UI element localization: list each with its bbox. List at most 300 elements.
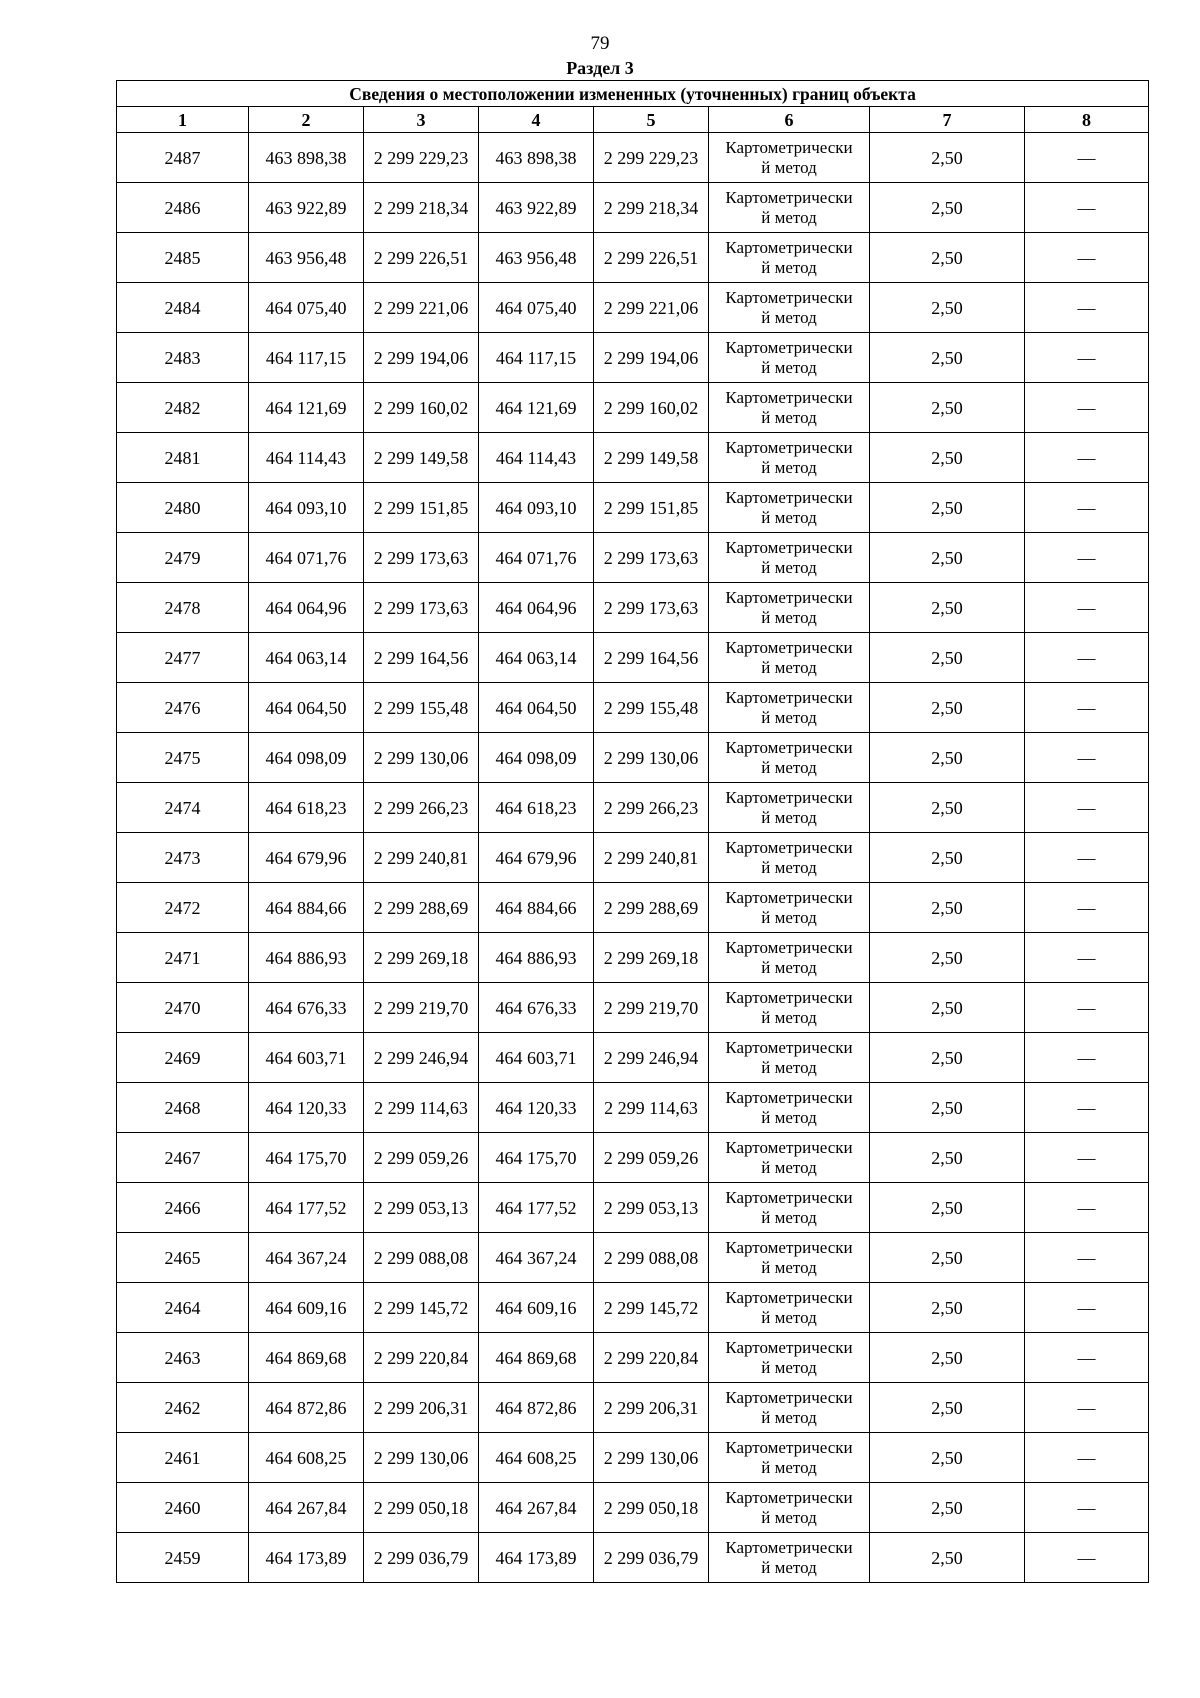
x-old-cell: 464 120,33 (249, 1083, 364, 1133)
x-old-cell: 464 063,14 (249, 633, 364, 683)
x-old-cell: 464 175,70 (249, 1133, 364, 1183)
method-text-line2: й метод (761, 457, 817, 477)
y-old-cell: 2 299 206,31 (364, 1383, 479, 1433)
method-text-line1: Картометрически (725, 1287, 853, 1307)
method-cell (709, 833, 870, 883)
method-text-line2: й метод (761, 1057, 817, 1077)
x-old-cell: 464 884,66 (249, 883, 364, 933)
accuracy-cell: 2,50 (870, 383, 1025, 433)
point-number-cell: 2481 (117, 433, 249, 483)
y-new-cell: 2 299 226,51 (594, 233, 709, 283)
point-number-cell: 2459 (117, 1533, 249, 1583)
point-number-cell: 2486 (117, 183, 249, 233)
method-text-line1: Картометрически (725, 887, 853, 907)
method-cell (709, 1383, 870, 1433)
x-old-cell: 464 608,25 (249, 1433, 364, 1483)
accuracy-cell: 2,50 (870, 1283, 1025, 1333)
page-number: 79 (590, 33, 610, 54)
y-old-cell: 2 299 149,58 (364, 433, 479, 483)
method-text-line2: й метод (761, 657, 817, 677)
method-cell (709, 1133, 870, 1183)
note-cell: — (1025, 1233, 1149, 1283)
y-new-cell: 2 299 240,81 (594, 833, 709, 883)
y-new-cell: 2 299 088,08 (594, 1233, 709, 1283)
y-old-cell: 2 299 240,81 (364, 833, 479, 883)
method-text-line2: й метод (761, 257, 817, 277)
x-old-cell: 464 267,84 (249, 1483, 364, 1533)
point-number-cell: 2471 (117, 933, 249, 983)
x-new-cell: 464 093,10 (479, 483, 594, 533)
x-new-cell: 464 869,68 (479, 1333, 594, 1383)
accuracy-cell: 2,50 (870, 683, 1025, 733)
x-old-cell: 464 064,50 (249, 683, 364, 733)
y-new-cell: 2 299 229,23 (594, 133, 709, 183)
method-text-line1: Картометрически (725, 1237, 853, 1257)
method-text-line2: й метод (761, 757, 817, 777)
x-old-cell: 464 177,52 (249, 1183, 364, 1233)
note-cell: — (1025, 833, 1149, 883)
y-old-cell: 2 299 151,85 (364, 483, 479, 533)
point-number-cell: 2484 (117, 283, 249, 333)
y-new-cell: 2 299 130,06 (594, 1433, 709, 1483)
y-new-cell: 2 299 221,06 (594, 283, 709, 333)
x-new-cell: 464 609,16 (479, 1283, 594, 1333)
method-text-line2: й метод (761, 207, 817, 227)
method-text-line2: й метод (761, 857, 817, 877)
method-text-line2: й метод (761, 607, 817, 627)
y-new-cell: 2 299 218,34 (594, 183, 709, 233)
accuracy-cell: 2,50 (870, 133, 1025, 183)
table-row (117, 583, 1149, 633)
method-text-line2: й метод (761, 1107, 817, 1127)
x-new-cell: 464 177,52 (479, 1183, 594, 1233)
x-new-cell: 464 618,23 (479, 783, 594, 833)
method-text-line1: Картометрически (725, 1537, 853, 1557)
x-new-cell: 464 075,40 (479, 283, 594, 333)
method-text-line1: Картометрически (725, 687, 853, 707)
accuracy-cell: 2,50 (870, 733, 1025, 783)
accuracy-cell: 2,50 (870, 283, 1025, 333)
y-old-cell: 2 299 173,63 (364, 583, 479, 633)
method-text-line2: й метод (761, 407, 817, 427)
method-text-line2: й метод (761, 807, 817, 827)
accuracy-cell: 2,50 (870, 1533, 1025, 1583)
x-new-cell: 463 922,89 (479, 183, 594, 233)
point-number-cell: 2460 (117, 1483, 249, 1533)
method-text-line1: Картометрически (725, 1137, 853, 1157)
table-row (117, 1033, 1149, 1083)
method-text-line1: Картометрически (725, 1187, 853, 1207)
method-text-line1: Картометрически (725, 987, 853, 1007)
method-cell (709, 733, 870, 783)
column-number-1: 1 (117, 107, 249, 133)
method-text-line1: Картометрически (725, 1437, 853, 1457)
accuracy-cell: 2,50 (870, 1183, 1025, 1233)
accuracy-cell: 2,50 (870, 583, 1025, 633)
y-new-cell: 2 299 173,63 (594, 533, 709, 583)
method-text-line2: й метод (761, 157, 817, 177)
point-number-cell: 2469 (117, 1033, 249, 1083)
x-new-cell: 464 872,86 (479, 1383, 594, 1433)
method-cell (709, 433, 870, 483)
y-old-cell: 2 299 218,34 (364, 183, 479, 233)
y-new-cell: 2 299 160,02 (594, 383, 709, 433)
table-row (117, 133, 1149, 183)
note-cell: — (1025, 133, 1149, 183)
x-new-cell: 464 676,33 (479, 983, 594, 1033)
x-old-cell: 464 872,86 (249, 1383, 364, 1433)
x-old-cell: 463 956,48 (249, 233, 364, 283)
column-number-row (117, 107, 1149, 133)
y-old-cell: 2 299 160,02 (364, 383, 479, 433)
note-cell: — (1025, 1433, 1149, 1483)
table-row (117, 233, 1149, 283)
note-cell: — (1025, 733, 1149, 783)
y-old-cell: 2 299 155,48 (364, 683, 479, 733)
accuracy-cell: 2,50 (870, 333, 1025, 383)
table-row (117, 633, 1149, 683)
y-new-cell: 2 299 269,18 (594, 933, 709, 983)
y-old-cell: 2 299 130,06 (364, 1433, 479, 1483)
x-new-cell: 464 884,66 (479, 883, 594, 933)
method-text-line1: Картометрически (725, 787, 853, 807)
y-new-cell: 2 299 059,26 (594, 1133, 709, 1183)
point-number-cell: 2477 (117, 633, 249, 683)
column-number-4: 4 (479, 107, 594, 133)
y-new-cell: 2 299 206,31 (594, 1383, 709, 1433)
column-number-2: 2 (249, 107, 364, 133)
method-text-line2: й метод (761, 907, 817, 927)
table-row (117, 1133, 1149, 1183)
y-new-cell: 2 299 149,58 (594, 433, 709, 483)
method-text-line2: й метод (761, 557, 817, 577)
point-number-cell: 2485 (117, 233, 249, 283)
method-text-line1: Картометрически (725, 487, 853, 507)
x-old-cell: 464 618,23 (249, 783, 364, 833)
column-number-8: 8 (1025, 107, 1149, 133)
y-new-cell: 2 299 164,56 (594, 633, 709, 683)
section-title: Раздел 3 (566, 58, 634, 78)
table-row (117, 1333, 1149, 1383)
note-cell: — (1025, 433, 1149, 483)
method-cell (709, 183, 870, 233)
point-number-cell: 2461 (117, 1433, 249, 1483)
x-new-cell: 464 367,24 (479, 1233, 594, 1283)
method-cell (709, 1233, 870, 1283)
accuracy-cell: 2,50 (870, 183, 1025, 233)
table-row (117, 683, 1149, 733)
x-new-cell: 463 898,38 (479, 133, 594, 183)
accuracy-cell: 2,50 (870, 533, 1025, 583)
y-old-cell: 2 299 246,94 (364, 1033, 479, 1083)
note-cell: — (1025, 183, 1149, 233)
x-new-cell: 464 071,76 (479, 533, 594, 583)
point-number-cell: 2466 (117, 1183, 249, 1233)
x-new-cell: 464 608,25 (479, 1433, 594, 1483)
x-new-cell: 464 114,43 (479, 433, 594, 483)
method-cell (709, 383, 870, 433)
accuracy-cell: 2,50 (870, 483, 1025, 533)
y-new-cell: 2 299 151,85 (594, 483, 709, 533)
note-cell: — (1025, 983, 1149, 1033)
y-old-cell: 2 299 220,84 (364, 1333, 479, 1383)
method-cell (709, 1483, 870, 1533)
column-number-3: 3 (364, 107, 479, 133)
table-row (117, 783, 1149, 833)
y-new-cell: 2 299 266,23 (594, 783, 709, 833)
note-cell: — (1025, 633, 1149, 683)
method-text-line1: Картометрически (725, 537, 853, 557)
y-old-cell: 2 299 229,23 (364, 133, 479, 183)
method-text-line1: Картометрически (725, 937, 853, 957)
table-row (117, 1433, 1149, 1483)
note-cell: — (1025, 383, 1149, 433)
accuracy-cell: 2,50 (870, 233, 1025, 283)
method-text-line1: Картометрически (725, 337, 853, 357)
y-new-cell: 2 299 219,70 (594, 983, 709, 1033)
method-text-line1: Картометрически (725, 1087, 853, 1107)
accuracy-cell: 2,50 (870, 1033, 1025, 1083)
point-number-cell: 2472 (117, 883, 249, 933)
x-old-cell: 464 071,76 (249, 533, 364, 583)
accuracy-cell: 2,50 (870, 1383, 1025, 1433)
note-cell: — (1025, 1383, 1149, 1433)
note-cell: — (1025, 233, 1149, 283)
method-cell (709, 533, 870, 583)
y-new-cell: 2 299 130,06 (594, 733, 709, 783)
method-text-line2: й метод (761, 1557, 817, 1577)
table-row (117, 533, 1149, 583)
note-cell: — (1025, 483, 1149, 533)
table-row (117, 833, 1149, 883)
point-number-cell: 2483 (117, 333, 249, 383)
note-cell: — (1025, 1283, 1149, 1333)
method-cell (709, 683, 870, 733)
point-number-cell: 2462 (117, 1383, 249, 1433)
method-text-line1: Картометрически (725, 137, 853, 157)
y-old-cell: 2 299 164,56 (364, 633, 479, 683)
table-row (117, 733, 1149, 783)
x-old-cell: 464 121,69 (249, 383, 364, 433)
table-caption: Сведения о местоположении измененных (уточненных) границ объекта (117, 81, 1149, 107)
table-row (117, 483, 1149, 533)
point-number-cell: 2473 (117, 833, 249, 883)
accuracy-cell: 2,50 (870, 1483, 1025, 1533)
method-cell (709, 483, 870, 533)
table-row (117, 983, 1149, 1033)
method-text-line2: й метод (761, 1457, 817, 1477)
method-text-line2: й метод (761, 1257, 817, 1277)
accuracy-cell: 2,50 (870, 1233, 1025, 1283)
y-new-cell: 2 299 050,18 (594, 1483, 709, 1533)
method-text-line1: Картометрически (725, 387, 853, 407)
table-row (117, 1483, 1149, 1533)
method-cell (709, 1433, 870, 1483)
x-new-cell: 464 063,14 (479, 633, 594, 683)
method-text-line1: Картометрически (725, 1487, 853, 1507)
y-new-cell: 2 299 246,94 (594, 1033, 709, 1083)
accuracy-cell: 2,50 (870, 833, 1025, 883)
method-text-line1: Картометрически (725, 437, 853, 457)
y-old-cell: 2 299 130,06 (364, 733, 479, 783)
method-cell (709, 783, 870, 833)
method-text-line2: й метод (761, 1357, 817, 1377)
accuracy-cell: 2,50 (870, 1333, 1025, 1383)
y-old-cell: 2 299 145,72 (364, 1283, 479, 1333)
table-row (117, 883, 1149, 933)
y-new-cell: 2 299 173,63 (594, 583, 709, 633)
note-cell: — (1025, 333, 1149, 383)
method-text-line1: Картометрически (725, 837, 853, 857)
method-text-line1: Картометрически (725, 237, 853, 257)
table-row (117, 183, 1149, 233)
y-old-cell: 2 299 288,69 (364, 883, 479, 933)
note-cell: — (1025, 933, 1149, 983)
x-old-cell: 464 869,68 (249, 1333, 364, 1383)
x-new-cell: 464 064,50 (479, 683, 594, 733)
accuracy-cell: 2,50 (870, 883, 1025, 933)
method-text-line1: Картометрически (725, 637, 853, 657)
x-new-cell: 463 956,48 (479, 233, 594, 283)
note-cell: — (1025, 1183, 1149, 1233)
point-number-cell: 2470 (117, 983, 249, 1033)
x-new-cell: 464 175,70 (479, 1133, 594, 1183)
x-old-cell: 464 886,93 (249, 933, 364, 983)
x-new-cell: 464 679,96 (479, 833, 594, 883)
point-number-cell: 2475 (117, 733, 249, 783)
y-old-cell: 2 299 059,26 (364, 1133, 479, 1183)
x-old-cell: 464 117,15 (249, 333, 364, 383)
method-text-line1: Картометрически (725, 1337, 853, 1357)
y-new-cell: 2 299 220,84 (594, 1333, 709, 1383)
table-row (117, 933, 1149, 983)
method-cell (709, 983, 870, 1033)
method-text-line2: й метод (761, 1157, 817, 1177)
y-new-cell: 2 299 288,69 (594, 883, 709, 933)
y-old-cell: 2 299 088,08 (364, 1233, 479, 1283)
table-row (117, 1283, 1149, 1333)
x-old-cell: 464 609,16 (249, 1283, 364, 1333)
y-old-cell: 2 299 219,70 (364, 983, 479, 1033)
table-row (117, 383, 1149, 433)
table-row (117, 1533, 1149, 1583)
point-number-cell: 2468 (117, 1083, 249, 1133)
column-number-6: 6 (709, 107, 870, 133)
y-old-cell: 2 299 050,18 (364, 1483, 479, 1533)
y-old-cell: 2 299 221,06 (364, 283, 479, 333)
method-cell (709, 1183, 870, 1233)
y-new-cell: 2 299 053,13 (594, 1183, 709, 1233)
y-old-cell: 2 299 226,51 (364, 233, 479, 283)
x-old-cell: 463 898,38 (249, 133, 364, 183)
method-cell (709, 583, 870, 633)
note-cell: — (1025, 883, 1149, 933)
method-text-line2: й метод (761, 1007, 817, 1027)
method-text-line2: й метод (761, 307, 817, 327)
x-old-cell: 464 367,24 (249, 1233, 364, 1283)
column-number-5: 5 (594, 107, 709, 133)
method-text-line1: Картометрически (725, 737, 853, 757)
point-number-cell: 2467 (117, 1133, 249, 1183)
point-number-cell: 2487 (117, 133, 249, 183)
note-cell: — (1025, 1083, 1149, 1133)
method-cell (709, 883, 870, 933)
table-row (117, 283, 1149, 333)
method-text-line2: й метод (761, 357, 817, 377)
x-old-cell: 464 676,33 (249, 983, 364, 1033)
method-cell (709, 1033, 870, 1083)
y-new-cell: 2 299 194,06 (594, 333, 709, 383)
x-new-cell: 464 603,71 (479, 1033, 594, 1083)
accuracy-cell: 2,50 (870, 433, 1025, 483)
point-number-cell: 2464 (117, 1283, 249, 1333)
y-old-cell: 2 299 036,79 (364, 1533, 479, 1583)
note-cell: — (1025, 783, 1149, 833)
method-text-line2: й метод (761, 1407, 817, 1427)
y-old-cell: 2 299 173,63 (364, 533, 479, 583)
x-new-cell: 464 267,84 (479, 1483, 594, 1533)
x-old-cell: 464 064,96 (249, 583, 364, 633)
note-cell: — (1025, 283, 1149, 333)
method-cell (709, 633, 870, 683)
point-number-cell: 2479 (117, 533, 249, 583)
note-cell: — (1025, 1533, 1149, 1583)
method-text-line2: й метод (761, 1507, 817, 1527)
method-cell (709, 1333, 870, 1383)
x-old-cell: 464 098,09 (249, 733, 364, 783)
method-text-line1: Картометрически (725, 1037, 853, 1057)
point-number-cell: 2480 (117, 483, 249, 533)
note-cell: — (1025, 1033, 1149, 1083)
point-number-cell: 2478 (117, 583, 249, 633)
accuracy-cell: 2,50 (870, 783, 1025, 833)
y-old-cell: 2 299 053,13 (364, 1183, 479, 1233)
x-old-cell: 464 114,43 (249, 433, 364, 483)
y-new-cell: 2 299 145,72 (594, 1283, 709, 1333)
note-cell: — (1025, 583, 1149, 633)
note-cell: — (1025, 683, 1149, 733)
point-number-cell: 2482 (117, 383, 249, 433)
method-text-line2: й метод (761, 707, 817, 727)
method-cell (709, 333, 870, 383)
method-text-line2: й метод (761, 1307, 817, 1327)
note-cell: — (1025, 1133, 1149, 1183)
accuracy-cell: 2,50 (870, 983, 1025, 1033)
note-cell: — (1025, 1483, 1149, 1533)
method-cell (709, 1083, 870, 1133)
method-text-line1: Картометрически (725, 1387, 853, 1407)
method-text-line1: Картометрически (725, 287, 853, 307)
table-row (117, 1233, 1149, 1283)
table-row (117, 333, 1149, 383)
coordinates-table (116, 80, 1149, 1583)
method-cell (709, 233, 870, 283)
x-old-cell: 464 603,71 (249, 1033, 364, 1083)
y-old-cell: 2 299 269,18 (364, 933, 479, 983)
y-new-cell: 2 299 155,48 (594, 683, 709, 733)
table-row (117, 1383, 1149, 1433)
method-text-line1: Картометрически (725, 187, 853, 207)
x-new-cell: 464 064,96 (479, 583, 594, 633)
point-number-cell: 2465 (117, 1233, 249, 1283)
y-old-cell: 2 299 114,63 (364, 1083, 479, 1133)
method-text-line1: Картометрически (725, 587, 853, 607)
table-row (117, 1183, 1149, 1233)
method-cell (709, 283, 870, 333)
accuracy-cell: 2,50 (870, 1083, 1025, 1133)
x-old-cell: 464 075,40 (249, 283, 364, 333)
x-old-cell: 464 093,10 (249, 483, 364, 533)
